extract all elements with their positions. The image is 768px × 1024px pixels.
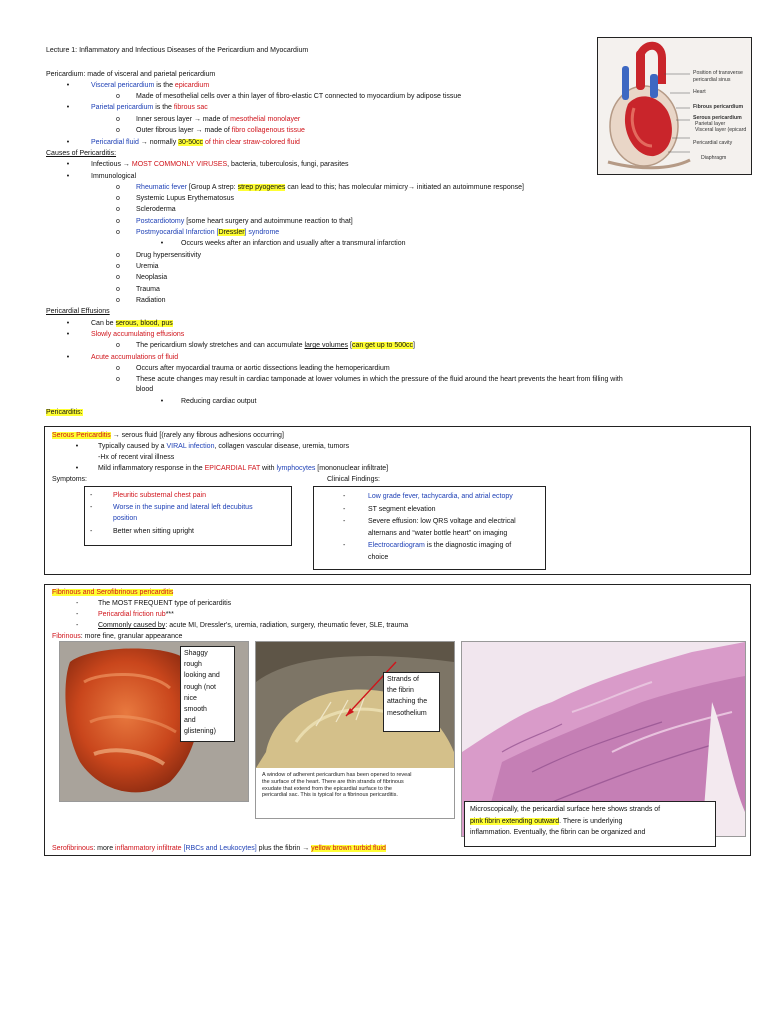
postcardiotomy: Postcardiotomy [some heart surgery and autoimmune reaction to that] [136,218,353,225]
heart-figure [597,37,752,175]
sub-bullet: o [116,376,120,383]
sub-bullet: o [116,263,120,270]
symptom-item: - [90,492,93,499]
bullet: • [75,443,79,450]
gross-heart-image [59,641,249,802]
acute-accumulations: Acute accumulations of fluid [91,354,179,361]
bullet: • [66,104,70,111]
dash: - [76,611,79,618]
sub-bullet: o [116,116,120,123]
scleroderma: Scleroderma [136,206,176,213]
parietal-line: Parietal pericardium is the fibrous sac [91,104,208,111]
fig-label-fibrous: Fibrous pericardium [693,104,744,110]
serous-pericarditis-box [44,426,751,575]
findings-label: Clinical Findings: [327,476,380,483]
sub-bullet: o [116,365,120,372]
trauma: Trauma [136,286,160,293]
sub-bullet: o [116,127,120,134]
sub-bullet: o [116,342,120,349]
fig-label-cavity: Pericardial cavity [693,140,733,146]
bullet: • [66,173,70,180]
finding-alternans: alternans and “water bottle heart” on imaging [368,530,508,537]
bullet: • [66,82,70,89]
micro-description-box: Microscopically, the pericardial surface here shows strands of pink fibrin extending outward. There is underlying inflammation. Eventually, the fibrin can be organized and [464,801,716,847]
sub-bullet: o [116,206,120,213]
visceral-sub: Made of mesothelial cells over a thin layer of fibro-elastic CT connected to myocardium by adipose tissue [136,93,462,100]
sle: Systemic Lupus Erythematosus [136,195,235,202]
sub-bullet: o [116,229,120,236]
findings-box [313,486,546,570]
fig-label-visceral: Visceral layer (epicard [695,127,747,133]
serous-title: Serous Pericarditis → serous fluid [(rarely any fibrous adhesions occurring] [52,432,284,439]
pericardium-heading: Pericardium: made of visceral and parietal pericardium [46,71,216,78]
bullet: • [75,465,79,472]
finding-choice: choice [368,554,389,561]
serous-cause: Typically caused by a VIRAL infection, collagen vascular disease, uremia, tumors [98,443,350,450]
serous-inflam: Mild inflammatory response in the EPICARDIAL FAT with lymphocytes [mononuclear infiltrate] [98,465,389,472]
finding-qrs: Severe effusion: low QRS voltage and electrical [368,518,516,525]
lecture-title: Lecture 1: Inflammatory and Infectious Diseases of the Pericardium and Myocardium [46,47,309,54]
outer-layer: Outer fibrous layer → made of fibro collagenous tissue [136,127,305,134]
finding-item: - [343,518,346,525]
dash: - [76,622,79,629]
sub-bullet: o [116,252,120,259]
fibrin-strands-image [255,641,455,819]
bullet: • [66,331,70,338]
bullet: • [66,354,70,361]
inner-layer: Inner serous layer → made of mesothelial monolayer [136,116,301,123]
fig-label-sinus: Position of transverse pericardial sinus [693,70,743,83]
fig-label-serous: Serous pericardium [693,115,742,121]
slow-detail: The pericardium slowly stretches and can accumulate large volumes [can get up to 500cc] [136,342,415,349]
finding-st: ST segment elevation [368,506,436,513]
bullet: • [66,139,70,146]
infectious-line: Infectious → MOST COMMONLY VIRUSES, bacteria, tuberculosis, fungi, parasites [91,161,349,168]
shaggy-label-box: Shaggy rough looking and rough (not nice smooth and glistening) [180,646,235,742]
serofibrinous-def: Serofibrinous: more inflammatory infiltrate [RBCs and Leukocytes] plus the fibrin → yellow brown turbid fluid [52,845,386,852]
pericarditis-label: Pericarditis: [46,409,83,416]
symptom-pain: Pleuritic substernal chest pain [113,492,206,499]
immuno-line: Immunological [91,173,137,180]
most-frequent: The MOST FREQUENT type of pericarditis [98,600,232,607]
drug: Drug hypersensitivity [136,252,201,259]
sub-bullet: o [116,93,120,100]
finding-ecg: Electrocardiogram is the diagnostic imaging of [368,542,512,549]
bullet: • [160,398,164,405]
can-be: Can be serous, blood, pus [91,320,173,327]
fibrinous-def: Fibrinous: more fine, granular appearance [52,633,183,640]
rheumatic-fever: Rheumatic fever [Group A strep: strep pyogenes can lead to this; has molecular mimicry→ initiated an autoimmune response] [136,184,524,191]
fig-label-parietal: Parietal layer [695,121,726,127]
fibrin-caption: A window of adherent pericardium has been opened to reveal the surface of the heart. There are thin strands of fibrinous exudate that extend from the epicardial surface to the pericardial sac. This is typical for a fibrinous pericarditis. [262,772,412,799]
slow-effusions: Slowly accumulating effusions [91,331,185,338]
finding-item: - [343,493,346,500]
uremia: Uremia [136,263,159,270]
dressler-sub: Occurs weeks after an infarction and usually after a transmural infarction [181,240,406,247]
fibrinous-pericarditis-box [44,584,751,856]
dash: - [76,600,79,607]
symptom-position: position [113,515,138,522]
sub-bullet: o [116,274,120,281]
acute-detail-2b: blood [136,386,154,393]
radiation: Radiation [136,297,166,304]
neoplasia: Neoplasia [136,274,168,281]
sub-bullet: o [116,286,120,293]
bullet: • [66,161,70,168]
finding-item: - [343,506,346,513]
finding-fever: Low grade fever, tachycardia, and atrial ectopy [368,493,513,500]
dressler: Postmyocardial Infarction [Dressler] syndrome [136,229,280,236]
sub-bullet: o [116,218,120,225]
fibrinous-title: Fibrinous and Serofibrinous pericarditis [52,589,174,596]
fig-label-diaphragm: Diaphragm [701,155,727,161]
bullet: • [66,320,70,327]
fluid-line: Pericardial fluid → normally 30-50cc of thin clear straw-colored fluid [91,139,300,146]
visceral-line: Visceral pericardium is the epicardium [91,82,210,89]
symptom-item: - [90,504,93,511]
serous-hx: -Hx of recent viral illness [98,454,175,461]
acute-detail-2: These acute changes may result in cardiac tamponade at lower volumes in which the pressure of the fluid around the heart prevents the heart from filling with [136,376,623,383]
reducing-co: Reducing cardiac output [181,398,257,405]
symptoms-box [84,486,292,546]
common-causes: Commonly caused by: acute MI, Dressler's, uremia, radiation, surgery, rheumatic fever, SLE, trauma [98,622,409,629]
symptom-supine: Worse in the supine and lateral left decubitus [113,504,253,511]
effusions-heading: Pericardial Effusions [46,308,110,315]
bullet: • [160,240,164,247]
symptom-item: - [90,528,93,535]
acute-detail-1: Occurs after myocardial trauma or aortic dissections leading the hemopericardium [136,365,390,372]
symptom-upright: Better when sitting upright [113,528,194,535]
sub-bullet: o [116,195,120,202]
friction-rub: Pericardial friction rub*** [98,611,174,618]
sub-bullet: o [116,297,120,304]
strands-label-box: Strands of the fibrin attaching the mesothelium [383,672,440,732]
sub-bullet: o [116,184,120,191]
causes-heading: Causes of Pericarditis: [46,150,117,157]
symptoms-label: Symptoms: [52,476,88,483]
fig-label-heart: Heart [693,89,706,95]
finding-item: - [343,542,346,549]
